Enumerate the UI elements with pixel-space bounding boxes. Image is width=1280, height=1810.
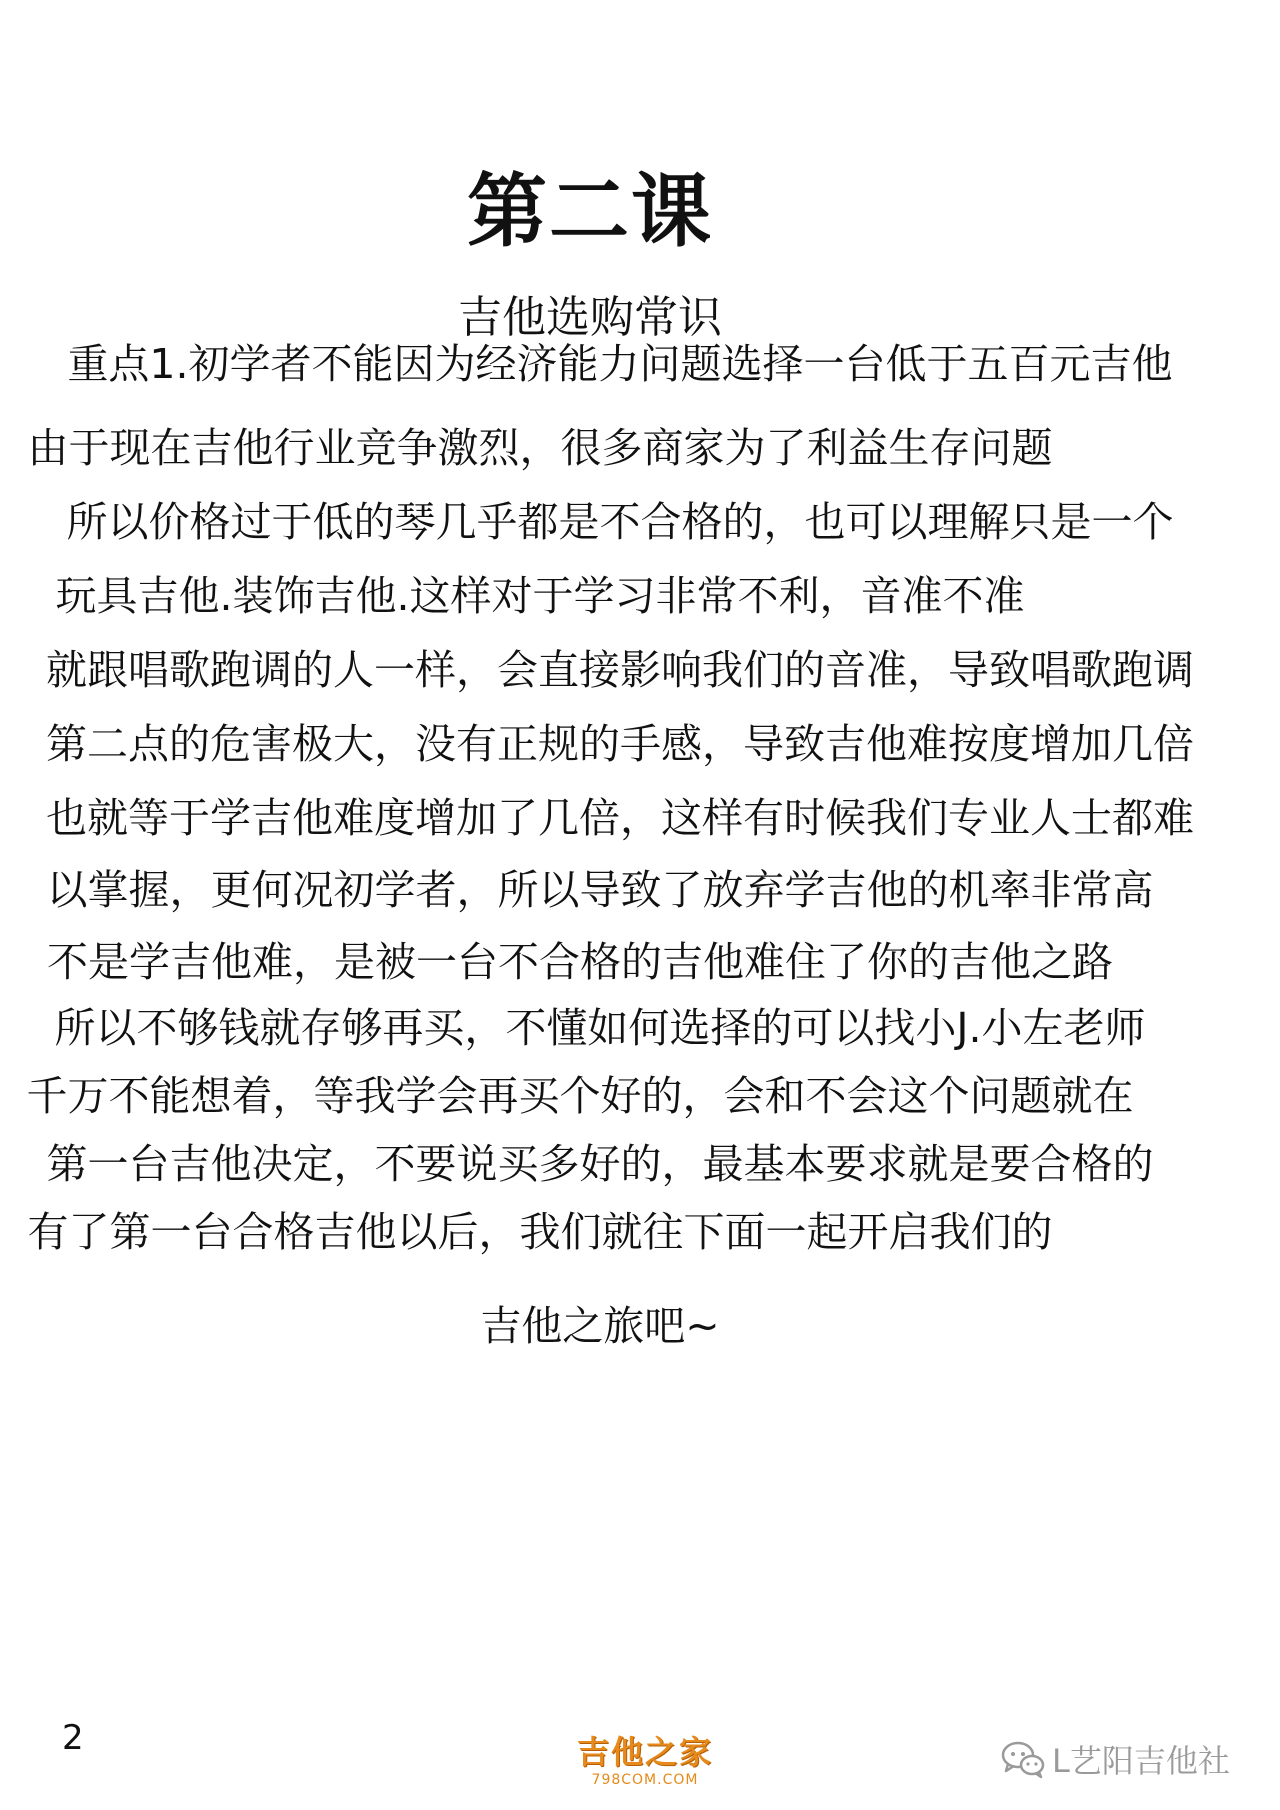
- page-number: 2: [62, 1718, 84, 1758]
- body-line: 由于现在吉他行业竞争激烈，很多商家为了利益生存问题: [27, 424, 1053, 472]
- body-line: 玩具吉他.装饰吉他.这样对于学习非常不利，音准不准: [55, 572, 1025, 620]
- site-logo-url: 798COM.COM: [591, 1772, 699, 1788]
- body-line: 千万不能想着，等我学会再买个好的，会和不会这个问题就在: [26, 1072, 1134, 1120]
- page-title: 第二课: [467, 165, 713, 258]
- body-line: 以掌握，更何况初学者，所以导致了放弃学吉他的机率非常高: [46, 866, 1154, 914]
- body-line: 第二点的危害极大，没有正规的手感，导致吉他难按度增加几倍: [46, 720, 1194, 768]
- body-line: 有了第一台合格吉他以后，我们就往下面一起开启我们的: [27, 1208, 1053, 1256]
- wechat-icon: [1000, 1739, 1046, 1779]
- body-line: 也就等于学吉他难度增加了几倍，这样有时候我们专业人士都难: [46, 794, 1194, 842]
- site-logo: [570, 1732, 720, 1788]
- wechat-account-name: L艺阳吉他社: [1052, 1742, 1230, 1780]
- body-line: 第一台吉他决定，不要说买多好的，最基本要求就是要合格的: [46, 1140, 1154, 1188]
- wechat-watermark: [1000, 1734, 1230, 1784]
- body-line: 不是学吉他难，是被一台不合格的吉他难住了你的吉他之路: [47, 938, 1113, 986]
- site-logo-name: 吉他之家: [576, 1733, 713, 1771]
- body-line: 所以价格过于低的琴几乎都是不合格的，也可以理解只是一个: [66, 498, 1174, 546]
- body-line: 就跟唱歌跑调的人一样，会直接影响我们的音准，导致唱歌跑调: [46, 646, 1194, 694]
- body-line: 重点1.初学者不能因为经济能力问题选择一台低于五百元吉他: [67, 340, 1173, 388]
- body-line: 所以不够钱就存够再买，不懂如何选择的可以找小J.小左老师: [54, 1004, 1146, 1052]
- subtitle: 吉他选购常识: [458, 292, 722, 343]
- body-line: 吉他之旅吧~: [480, 1302, 720, 1350]
